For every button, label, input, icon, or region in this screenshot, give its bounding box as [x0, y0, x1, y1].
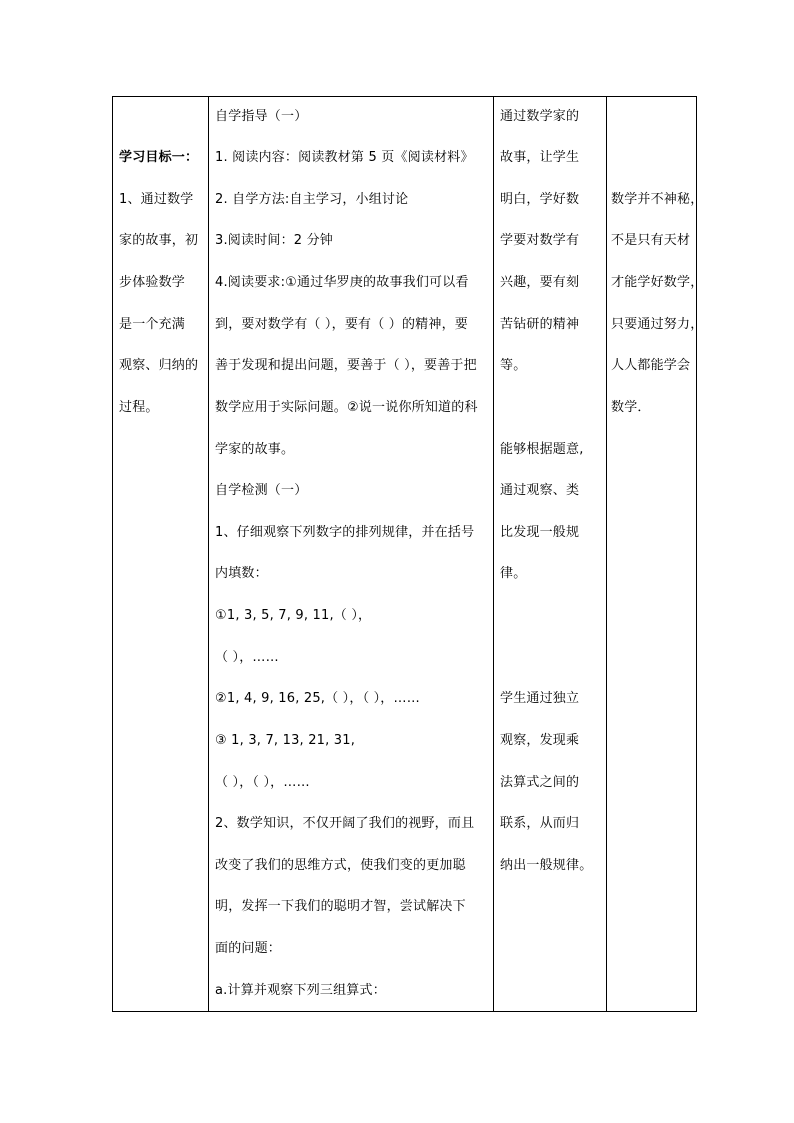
intent-line: 明白，学好数 [500, 192, 580, 207]
content-line: （ ），（ ），…… [215, 775, 310, 790]
content-line: 1、仔细观察下列数字的排列规律，并在括号 [215, 525, 475, 540]
content-line: 数学应用于实际问题。②说一说你所知道的科 [215, 400, 478, 415]
content-line: 1. 阅读内容：阅读教材第 5 页《阅读材料》 [215, 150, 474, 165]
intent-line: 通过数学家的 [500, 109, 580, 124]
intent-line: 通过观察、类 [500, 483, 580, 498]
content-line: 明，发挥一下我们的聪明才智，尝试解决下 [215, 899, 466, 914]
intent-line: 法算式之间的 [500, 775, 580, 790]
content-line: 自学指导（一） [215, 109, 308, 124]
content-line: 3.阅读时间：2 分钟 [215, 233, 334, 248]
content-line: （ ），…… [215, 650, 279, 665]
content-line: 到，要对数学有（ ），要有（ ）的精神，要 [215, 317, 468, 332]
intent-line: 兴趣，要有刻 [500, 275, 580, 290]
goal-heading: 学习目标一： [119, 150, 199, 165]
goal-line: 步体验数学 [119, 275, 186, 290]
goal-column [113, 97, 209, 1011]
summary-line: 才能学好数学， [611, 275, 704, 290]
summary-line: 数学． [611, 400, 651, 415]
content-line: 2、数学知识，不仅开阔了我们的视野，而且 [215, 816, 475, 831]
goal-line: 过程。 [119, 400, 159, 415]
summary-line: 只要通过努力， [611, 317, 704, 332]
content-line: 面的问题： [215, 941, 282, 956]
summary-line: 不是只有天材 [611, 233, 691, 248]
content-line: ②1, 4, 9, 16, 25,（ ），（ ），…… [215, 691, 420, 706]
content-line: 学家的故事。 [215, 442, 295, 457]
intent-line: 学生通过独立 [500, 691, 580, 706]
content-column [209, 97, 494, 1011]
intent-line: 等。 [500, 358, 527, 373]
content-line: ③ 1, 3, 7, 13, 21, 31, [215, 733, 356, 748]
goal-line: 1、通过数学 [119, 192, 194, 207]
intent-line: 律。 [500, 566, 527, 581]
goal-line: 是一个充满 [119, 317, 186, 332]
intent-line: 故事，让学生 [500, 150, 580, 165]
goal-line: 家的故事，初 [119, 233, 199, 248]
content-line: 改变了我们的思维方式，使我们变的更加聪 [215, 858, 466, 873]
intent-line: 纳出一般规律。 [500, 858, 593, 873]
intent-line: 苦钻研的精神 [500, 317, 580, 332]
content-line: 自学检测（一） [215, 483, 308, 498]
content-line: 善于发现和提出问题，要善于（ ），要善于把 [215, 358, 477, 373]
goal-line: 观察、归纳的 [119, 358, 199, 373]
intent-line: 比发现一般规 [500, 525, 580, 540]
intent-line: 学要对数学有 [500, 233, 580, 248]
summary-line: 人人都能学会 [611, 358, 691, 373]
intent-column [494, 97, 607, 1011]
content-line: 4.阅读要求:①通过华罗庚的故事我们可以看 [215, 275, 469, 290]
content-line: a.计算并观察下列三组算式： [215, 983, 386, 998]
intent-line: 能够根据题意, [500, 442, 584, 457]
intent-line: 观察，发现乘 [500, 733, 580, 748]
intent-line: 联系，从而归 [500, 816, 580, 831]
summary-column [607, 97, 704, 1011]
summary-line: 数学并不神秘， [611, 192, 704, 207]
content-line: 2. 自学方法:自主学习，小组讨论 [215, 192, 409, 207]
content-line: ①1, 3, 5, 7, 9, 11,（ ）， [215, 608, 372, 623]
content-line: 内填数： [215, 566, 268, 581]
lesson-table [112, 96, 704, 1012]
